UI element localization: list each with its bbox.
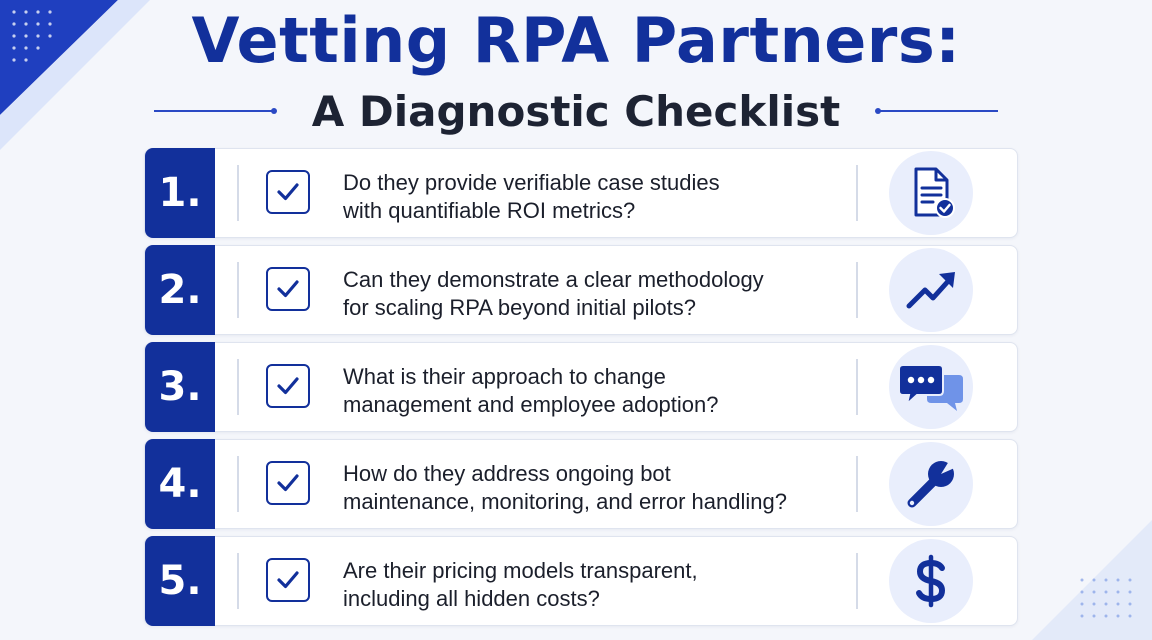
question-line-1: Can they demonstrate a clear methodology xyxy=(343,267,764,292)
page-subtitle: A Diagnostic Checklist xyxy=(311,86,841,136)
checkbox[interactable] xyxy=(266,267,310,311)
icon-badge xyxy=(889,345,973,429)
chat-bubbles-icon xyxy=(895,355,967,419)
question-line-1: What is their approach to change xyxy=(343,364,666,389)
divider xyxy=(237,359,239,415)
wrench-icon xyxy=(899,452,963,516)
icon-badge xyxy=(889,151,973,235)
checklist-item xyxy=(144,148,1018,238)
divider xyxy=(856,165,858,221)
item-number: 4. xyxy=(145,439,215,529)
checklist-item xyxy=(144,342,1018,432)
checkbox[interactable] xyxy=(266,364,310,408)
checklist xyxy=(144,148,1018,633)
checkmark-icon xyxy=(274,566,302,594)
divider xyxy=(856,262,858,318)
divider xyxy=(237,456,239,512)
question-line-1: How do they address ongoing bot xyxy=(343,461,671,486)
divider xyxy=(856,553,858,609)
question-line-2: including all hidden costs? xyxy=(343,586,600,611)
icon-badge xyxy=(889,539,973,623)
page-title: Vetting RPA Partners: xyxy=(191,4,961,77)
dollar-icon xyxy=(901,551,961,611)
checklist-item xyxy=(144,245,1018,335)
checkbox[interactable] xyxy=(266,170,310,214)
checkmark-icon xyxy=(274,469,302,497)
icon-badge xyxy=(889,442,973,526)
divider xyxy=(856,456,858,512)
question-text xyxy=(343,460,843,516)
question-line-1: Do they provide verifiable case studies xyxy=(343,170,720,195)
question-line-2: with quantifiable ROI metrics? xyxy=(343,198,636,223)
checklist-item xyxy=(144,536,1018,626)
question-line-1: Are their pricing models transparent, xyxy=(343,558,698,583)
checkbox[interactable] xyxy=(266,558,310,602)
divider xyxy=(856,359,858,415)
trending-up-icon xyxy=(899,258,963,322)
question-text xyxy=(343,266,843,322)
item-number: 3. xyxy=(145,342,215,432)
subtitle-divider-left xyxy=(154,110,274,112)
question-line-2: maintenance, monitoring, and error handling? xyxy=(343,489,787,514)
document-check-icon xyxy=(901,163,961,223)
checkmark-icon xyxy=(274,178,302,206)
subtitle-divider-right xyxy=(878,110,998,112)
checkmark-icon xyxy=(274,372,302,400)
question-text xyxy=(343,557,843,613)
divider xyxy=(237,553,239,609)
item-number: 1. xyxy=(145,148,215,238)
icon-badge xyxy=(889,248,973,332)
item-number: 5. xyxy=(145,536,215,626)
question-line-2: management and employee adoption? xyxy=(343,392,719,417)
question-text xyxy=(343,169,843,225)
divider xyxy=(237,262,239,318)
checkbox[interactable] xyxy=(266,461,310,505)
checkmark-icon xyxy=(274,275,302,303)
divider xyxy=(237,165,239,221)
item-number: 2. xyxy=(145,245,215,335)
checklist-item xyxy=(144,439,1018,529)
question-line-2: for scaling RPA beyond initial pilots? xyxy=(343,295,697,320)
subtitle-row xyxy=(0,86,1152,136)
question-text xyxy=(343,363,843,419)
